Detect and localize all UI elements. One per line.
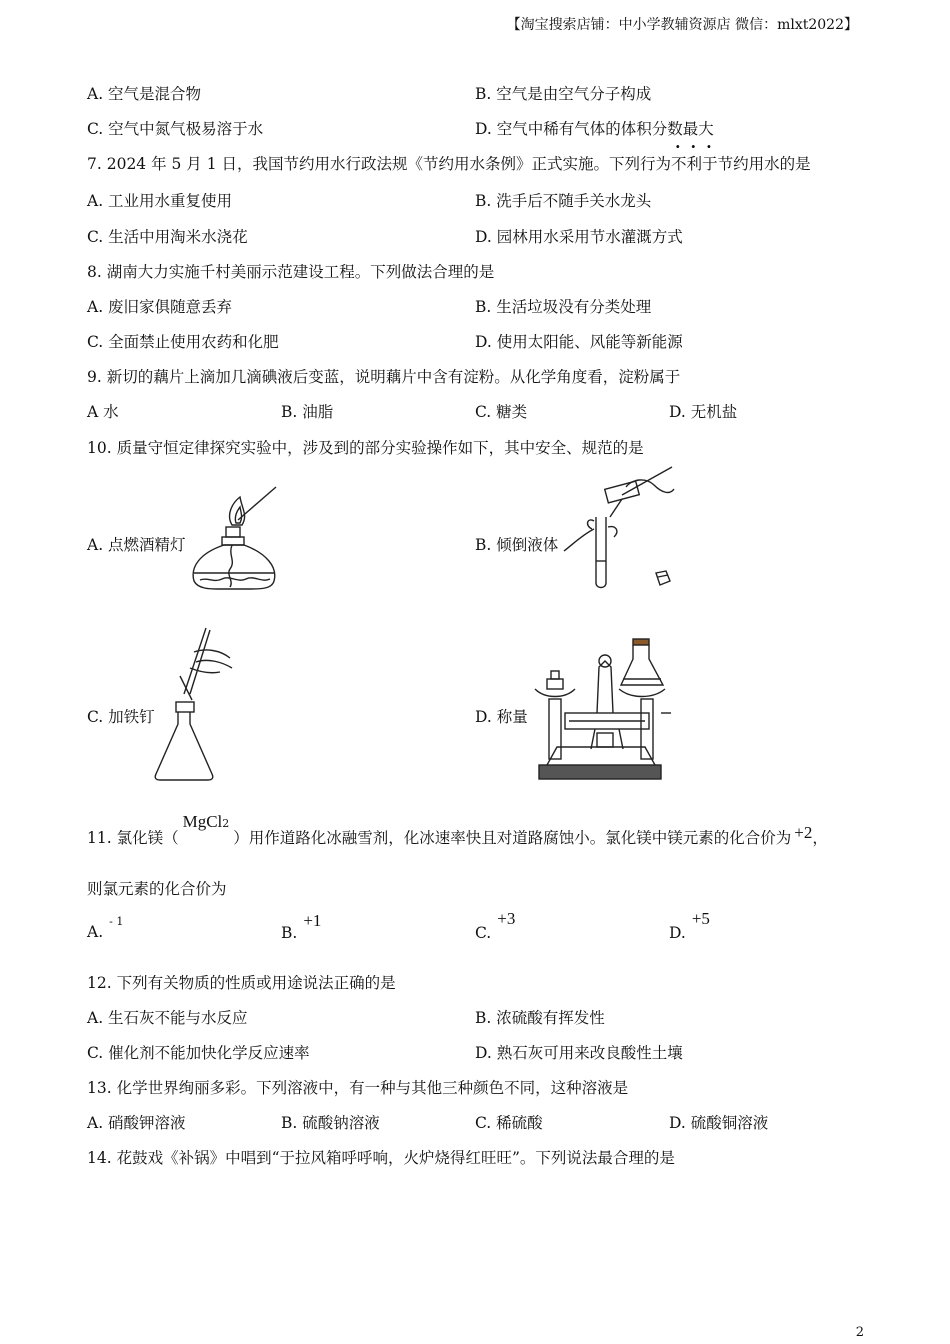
q11-stem-line1 [87, 812, 828, 848]
q9-option-b[interactable]: B. 油脂 [281, 403, 334, 421]
q8-option-b[interactable]: B. 生活垃圾没有分类处理 [475, 298, 652, 316]
q7-stem-pre: 7. 2024 年 5 月 1 日，我国节约用水行政法规《节约用水条例》正式实施。下列行为 [87, 155, 672, 173]
q12-option-b[interactable]: B. 浓硫酸有挥发性 [475, 1009, 605, 1027]
q11-formula: MgCl [182, 812, 223, 831]
q13-option-a[interactable]: A. 硝酸钾溶液 [87, 1114, 186, 1132]
q14-stem: 14. 花鼓戏《补锅》中唱到“于拉风箱呼呼响，火炉烧得红旺旺”。下列说法最合理的是 [87, 1149, 675, 1167]
q13-stem: 13. 化学世界绚丽多彩。下列溶液中，有一种与其他三种颜色不同，这种溶液是 [87, 1079, 629, 1097]
q8-option-d[interactable]: D. 使用太阳能、风能等新能源 [475, 333, 683, 351]
page-header: 【淘宝搜索店铺：中小学教辅资源店 微信：mlxt2022】 [506, 17, 858, 33]
q7-option-d[interactable]: D. 园林用水采用节水灌溉方式 [475, 228, 683, 246]
q10-option-d[interactable]: D. 称量 [475, 708, 528, 726]
q11-d-label: D. [669, 924, 686, 942]
test-tube-pouring-icon [562, 465, 677, 590]
page-number: 2 [855, 1325, 864, 1340]
q6-option-a[interactable]: A. 空气是混合物 [87, 85, 202, 103]
alcohol-lamp-icon [188, 485, 283, 595]
q12-option-a[interactable]: A. 生石灰不能与水反应 [87, 1009, 248, 1027]
q8-option-c[interactable]: C. 全面禁止使用农药和化肥 [87, 333, 279, 351]
q9-stem: 9. 新切的藕片上滴加几滴碘液后变蓝，说明藕片中含有淀粉。从化学角度看，淀粉属于 [87, 368, 681, 386]
q10-option-a[interactable]: A. 点燃酒精灯 [87, 536, 186, 554]
q6-option-b[interactable]: B. 空气是由空气分子构成 [475, 85, 652, 103]
q13-option-b[interactable]: B. 硫酸钠溶液 [281, 1114, 380, 1132]
balance-scale-icon [535, 637, 675, 782]
q11-c-label: C. [475, 924, 492, 942]
q11-a-label: A. [87, 923, 104, 941]
q7-stem-post: 节约用水的是 [717, 155, 811, 173]
q11-b-value: +1 [303, 911, 322, 930]
q7-emph-3: 于 [702, 155, 718, 173]
q12-option-c[interactable]: C. 催化剂不能加快化学反应速率 [87, 1044, 310, 1062]
q11-c-value: +3 [497, 909, 516, 928]
q7-emph-2: 利 [686, 155, 703, 173]
q7-option-b[interactable]: B. 洗手后不随手关水龙头 [475, 192, 652, 210]
q11-stem-end: ， [812, 829, 828, 847]
q9-option-d[interactable]: D. 无机盐 [669, 403, 738, 421]
q11-formula-sub: 2 [222, 817, 230, 830]
q10-option-c[interactable]: C. 加铁钉 [87, 708, 155, 726]
q8-stem: 8. 湖南大力实施千村美丽示范建设工程。下列做法合理的是 [87, 263, 495, 281]
q9-option-c[interactable]: C. 糖类 [475, 403, 528, 421]
q8-option-a[interactable]: A. 废旧家俱随意丢弃 [87, 298, 233, 316]
q11-stem-line2: 则氯元素的化合价为 [87, 880, 227, 898]
q7-option-c[interactable]: C. 生活中用淘米水浇花 [87, 228, 248, 246]
q7-option-a[interactable]: A. 工业用水重复使用 [87, 192, 233, 210]
q11-option-b[interactable] [281, 911, 322, 943]
q13-option-d[interactable]: D. 硫酸铜溶液 [669, 1114, 769, 1132]
q7-emph-1: 不 [671, 155, 687, 173]
q11-d-value: +5 [691, 909, 710, 928]
q11-stem-mid: ）用作道路化冰融雪剂，化冰速率快且对道路腐蚀小。氯化镁中镁元素的化合价为 [233, 829, 792, 847]
q11-valence: +2 [794, 823, 813, 842]
q11-b-label: B. [281, 924, 298, 942]
q10-option-b[interactable]: B. 倾倒液体 [475, 536, 559, 554]
q11-option-a[interactable] [87, 915, 124, 941]
q12-option-d[interactable]: D. 熟石灰可用来改良酸性土壤 [475, 1044, 683, 1062]
q11-option-c[interactable] [475, 909, 516, 943]
q12-stem: 12. 下列有关物质的性质或用途说法正确的是 [87, 974, 396, 992]
q7-stem [87, 152, 811, 174]
q10-stem: 10. 质量守恒定律探究实验中，涉及到的部分实验操作如下，其中安全、规范的是 [87, 439, 644, 457]
q11-option-d[interactable] [669, 909, 710, 943]
q9-option-a[interactable]: A 水 [87, 403, 119, 421]
flask-tweezers-icon [150, 624, 240, 784]
q13-option-c[interactable]: C. 稀硫酸 [475, 1114, 543, 1132]
q6-option-c[interactable]: C. 空气中氮气极易溶于水 [87, 120, 264, 138]
q6-option-d[interactable]: D. 空气中稀有气体的体积分数最大 [475, 120, 714, 138]
q11-a-value: - 1 [109, 915, 124, 928]
q11-stem-pre: 11. 氯化镁（ [87, 829, 179, 847]
